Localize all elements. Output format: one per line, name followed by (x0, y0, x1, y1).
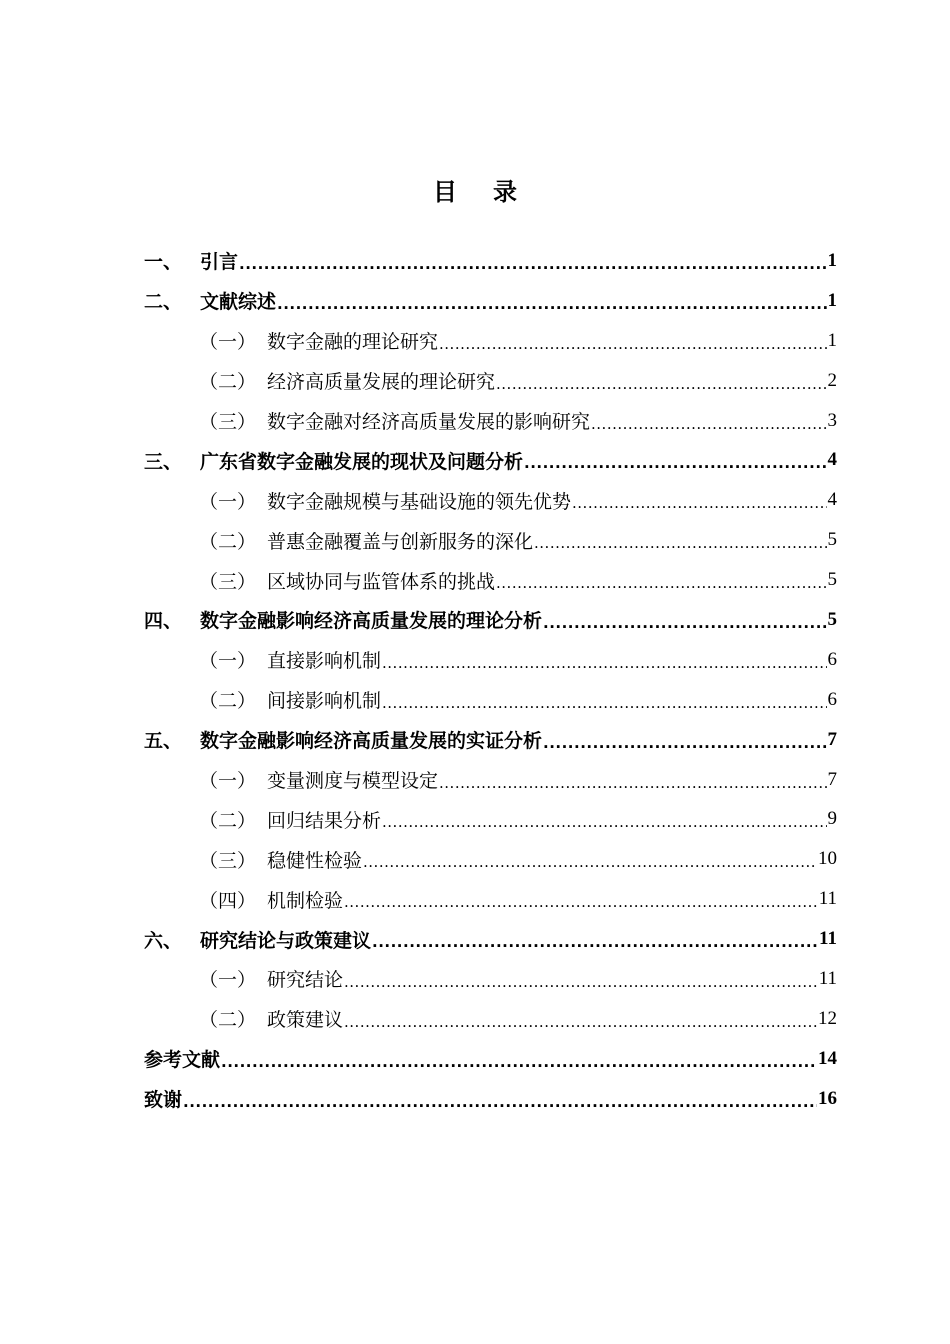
toc-entry-label: 回归结果分析 (267, 809, 382, 832)
toc-entry-page-number: 7 (827, 728, 837, 750)
toc-entry-label: 间接影响机制 (267, 690, 382, 713)
dot-leader (277, 290, 826, 312)
toc-entry-chapter[interactable] (144, 281, 837, 321)
toc-entry-label: 直接影响机制 (267, 650, 382, 673)
toc-entry-label: 稳健性检验 (267, 849, 363, 872)
toc-entry-number: （四） (199, 889, 257, 912)
toc-entry-page-number: 9 (827, 808, 837, 830)
dot-leader (344, 888, 818, 910)
toc-entry-number: （一） (199, 969, 257, 992)
dot-leader (183, 1088, 817, 1110)
toc-entry-label: 研究结论与政策建议 (200, 929, 372, 952)
toc-entry-section[interactable] (144, 480, 837, 520)
dot-leader (382, 689, 826, 711)
toc-entry-page-number: 4 (827, 489, 837, 511)
toc-entry-chapter[interactable] (144, 1079, 837, 1119)
toc-entry-section[interactable] (144, 361, 837, 401)
toc-entry-section[interactable] (144, 799, 837, 839)
toc-entry-label: 经济高质量发展的理论研究 (267, 371, 496, 394)
toc-entry-number: （二） (199, 530, 257, 553)
toc-entry-label: 引言 (200, 251, 239, 274)
page-title: 目录 (433, 178, 553, 206)
dot-leader (344, 968, 818, 990)
dot-leader (543, 729, 826, 751)
toc-entry-chapter[interactable] (144, 919, 837, 959)
dot-leader (496, 370, 826, 392)
toc-entry-page-number: 1 (827, 289, 837, 311)
toc-entry-label: 数字金融对经济高质量发展的影响研究 (267, 411, 591, 433)
toc-entry-number: （一） (199, 490, 257, 513)
toc-entry-number: （一） (199, 331, 257, 354)
dot-leader (496, 569, 826, 591)
toc-entry-number: （三） (199, 849, 257, 872)
toc-entry-page-number: 12 (818, 1007, 837, 1029)
toc-entry-page-number: 4 (827, 449, 837, 471)
dot-leader (372, 928, 818, 950)
dot-leader (363, 848, 817, 870)
toc-entry-label: 数字金融影响经济高质量发展的实证分析 (200, 730, 543, 753)
toc-entry-page-number: 16 (818, 1087, 837, 1109)
toc-entry-number: （三） (199, 411, 257, 433)
dot-leader (534, 529, 826, 551)
toc-entry-number: 四、 (144, 610, 183, 633)
toc-entry-label: 普惠金融覆盖与创新服务的深化 (267, 530, 534, 553)
dot-leader (591, 410, 826, 432)
toc-entry-chapter[interactable] (144, 241, 837, 281)
toc-entry-page-number: 5 (827, 569, 837, 591)
toc-entry-number: （二） (199, 371, 257, 394)
toc-entry-label: 致谢 (144, 1089, 183, 1112)
table-of-contents (144, 241, 837, 1119)
toc-entry-page-number: 6 (827, 648, 837, 670)
toc-entry-section[interactable] (144, 999, 837, 1039)
toc-entry-page-number: 11 (818, 967, 837, 989)
dot-leader (524, 449, 826, 471)
toc-entry-number: 二、 (144, 291, 183, 314)
toc-entry-section[interactable] (144, 839, 837, 879)
dot-leader (239, 250, 826, 272)
toc-entry-page-number: 11 (818, 888, 837, 910)
toc-entry-page-number: 1 (827, 329, 837, 351)
dot-leader (221, 1048, 817, 1070)
toc-entry-page-number: 10 (818, 848, 837, 870)
toc-entry-number: 一、 (144, 251, 183, 274)
dot-leader (382, 808, 826, 830)
toc-entry-page-number: 5 (827, 608, 837, 630)
toc-entry-chapter[interactable] (144, 600, 837, 640)
toc-entry-page-number: 2 (827, 369, 837, 391)
toc-entry-section[interactable] (144, 959, 837, 999)
dot-leader (439, 769, 826, 791)
toc-entry-label: 机制检验 (267, 889, 344, 912)
dot-leader (382, 649, 826, 671)
toc-entry-number: 三、 (144, 450, 183, 473)
dot-leader (344, 1008, 817, 1030)
toc-entry-number: 六、 (144, 929, 183, 952)
toc-entry-number: （二） (199, 1009, 257, 1032)
toc-entry-page-number: 3 (827, 409, 837, 431)
toc-entry-number: （二） (199, 690, 257, 713)
toc-entry-label: 数字金融的理论研究 (267, 331, 439, 354)
toc-entry-page-number: 11 (819, 928, 837, 950)
toc-entry-page-number: 1 (827, 249, 837, 271)
toc-entry-label: 文献综述 (200, 291, 277, 314)
toc-entry-page-number: 6 (827, 688, 837, 710)
toc-entry-label: 广东省数字金融发展的现状及问题分析 (200, 450, 524, 473)
toc-entry-label: 研究结论 (267, 969, 344, 992)
toc-entry-label: 数字金融规模与基础设施的领先优势 (267, 490, 572, 513)
dot-leader (543, 609, 826, 631)
toc-entry-label: 变量测度与模型设定 (267, 770, 439, 793)
dot-leader (572, 489, 826, 511)
toc-entry-chapter[interactable] (144, 440, 837, 480)
toc-entry-section[interactable] (144, 560, 837, 600)
toc-entry-label: 参考文献 (144, 1049, 221, 1072)
dot-leader (439, 330, 826, 352)
toc-entry-section[interactable] (144, 321, 837, 361)
toc-entry-label: 区域协同与监管体系的挑战 (267, 570, 496, 593)
toc-entry-page-number: 7 (827, 768, 837, 790)
toc-entry-chapter[interactable] (144, 1039, 837, 1079)
toc-entry-label: 数字金融影响经济高质量发展的理论分析 (200, 610, 543, 633)
toc-entry-number: （一） (199, 650, 257, 673)
toc-entry-section[interactable] (144, 879, 837, 919)
toc-entry-section[interactable] (144, 520, 837, 560)
toc-entry-number: （三） (199, 570, 257, 593)
toc-entry-number: （一） (199, 770, 257, 793)
toc-entry-section[interactable] (144, 401, 837, 441)
toc-entry-number: 五、 (144, 730, 183, 753)
toc-entry-page-number: 14 (818, 1047, 837, 1069)
toc-entry-label: 政策建议 (267, 1009, 344, 1032)
toc-entry-chapter[interactable] (144, 720, 837, 760)
toc-entry-page-number: 5 (827, 529, 837, 551)
toc-entry-section[interactable] (144, 640, 837, 680)
toc-entry-section[interactable] (144, 760, 837, 800)
toc-entry-section[interactable] (144, 680, 837, 720)
toc-entry-number: （二） (199, 809, 257, 832)
